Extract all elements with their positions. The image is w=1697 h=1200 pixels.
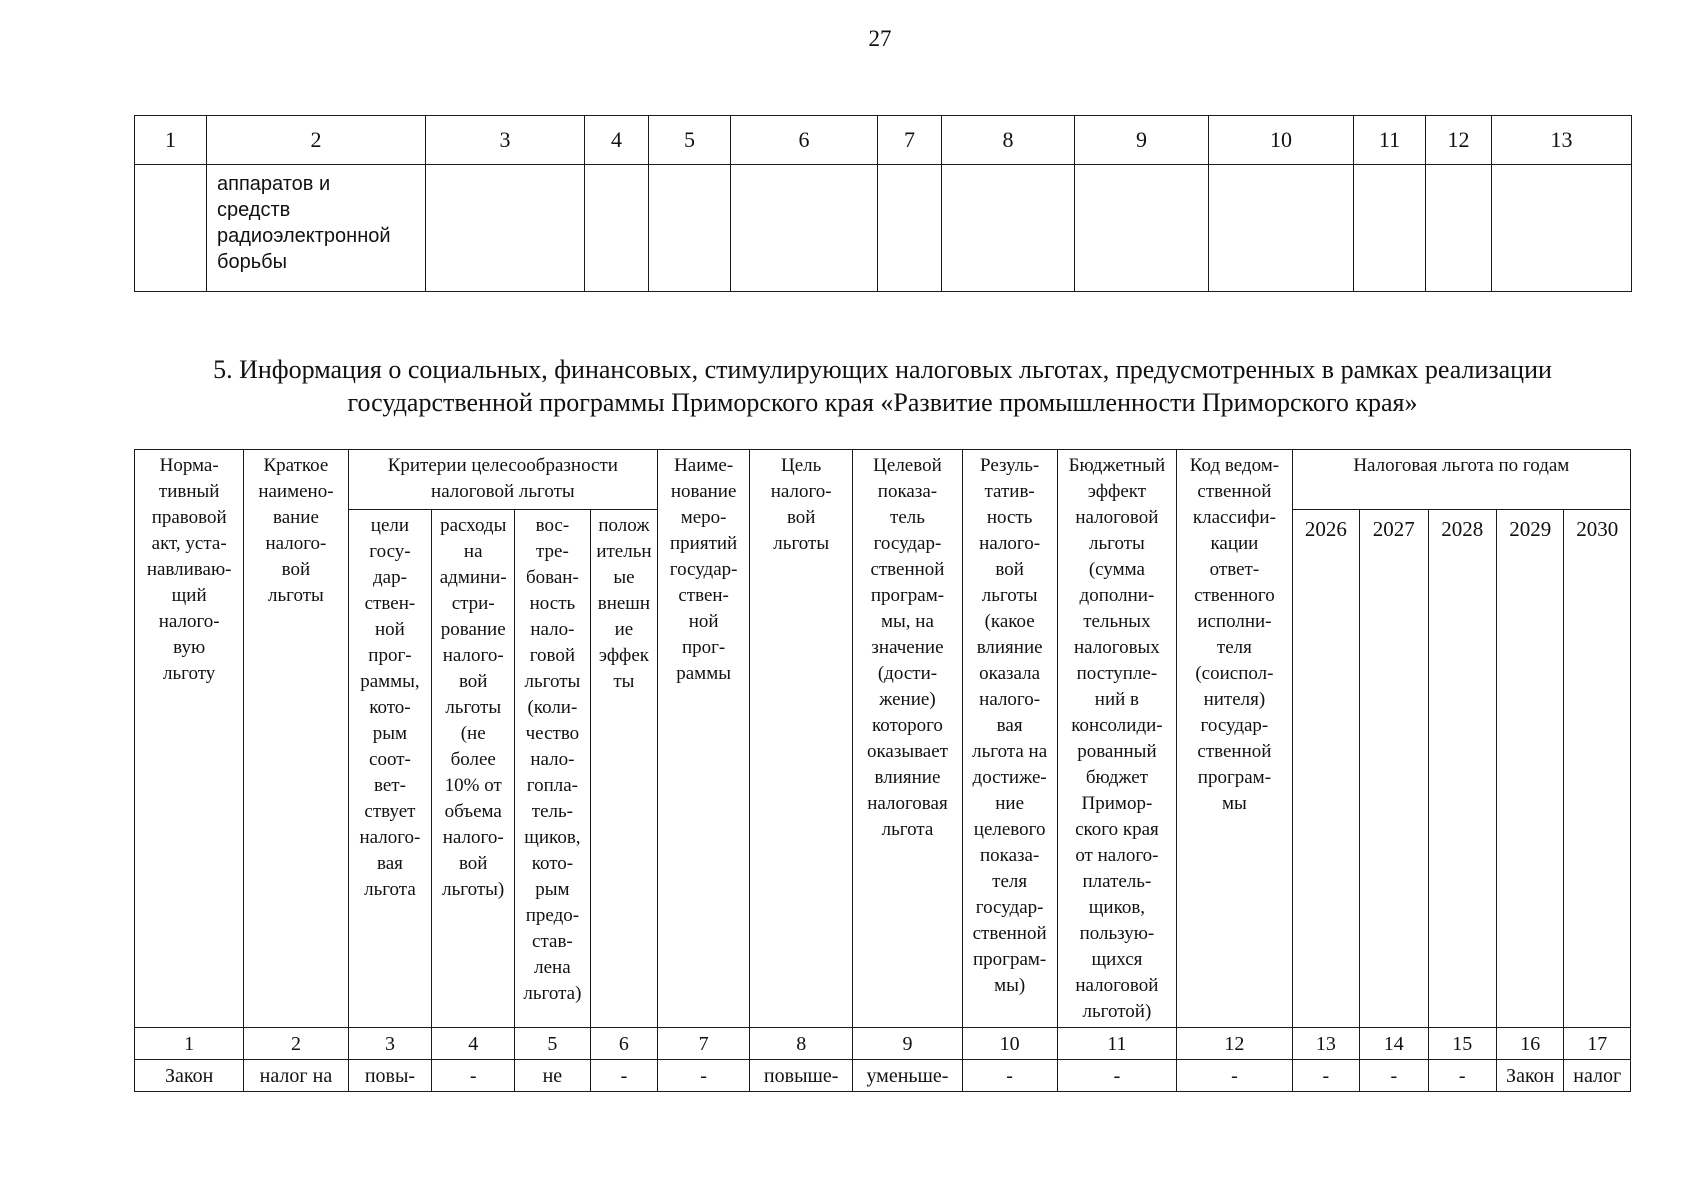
header-legal-act: Норма- тивный правовой акт, уста- навливаю- щий налого- вую льготу — [135, 450, 244, 1028]
continuation-table — [134, 115, 1632, 292]
table-cell — [426, 165, 585, 292]
column-number: 7 — [658, 1028, 750, 1060]
column-number: 2 — [207, 116, 426, 165]
header-budget-effect: Бюджетный эффект налоговой льготы (сумма дополни- тельных налоговых поступле- ний в консолиди- рованный бюджет Примор- ского края от налого- платель- щиков, пользую- щихся налоговой льготой) — [1057, 450, 1177, 1028]
table-cell: налог на — [244, 1060, 348, 1092]
table-cell: Закон — [135, 1060, 244, 1092]
header-program-goals: цели госу- дар- ствен- ной прог- раммы, кото- рым соот- вет- ствует налого- вая льгота — [348, 510, 432, 1028]
column-number-row — [135, 1028, 1631, 1060]
header-year: 2029 — [1496, 510, 1563, 1028]
table-cell: - — [1360, 1060, 1428, 1092]
column-number: 17 — [1564, 1028, 1631, 1060]
header-external-effects: полож ительн ые внешн ие эффек ты — [590, 510, 657, 1028]
table-cell: - — [590, 1060, 657, 1092]
table-cell — [1075, 165, 1209, 292]
table-cell: не — [515, 1060, 591, 1092]
section-title — [134, 353, 1631, 419]
header-short-name: Краткое наимено- вание налого- вой льготы — [244, 450, 348, 1028]
table-cell: повыше- — [750, 1060, 853, 1092]
table-cell: повы- — [348, 1060, 432, 1092]
column-number: 1 — [135, 116, 207, 165]
column-number: 4 — [432, 1028, 515, 1060]
column-number: 9 — [1075, 116, 1209, 165]
header-criteria-group: Критерии целесообразности налоговой льготы — [348, 450, 658, 510]
column-number: 14 — [1360, 1028, 1428, 1060]
table-cell: аппаратов и средств радиоэлектронной борьбы — [207, 165, 426, 292]
column-number: 12 — [1426, 116, 1492, 165]
column-number: 8 — [942, 116, 1075, 165]
column-number: 12 — [1177, 1028, 1292, 1060]
header-year: 2027 — [1360, 510, 1428, 1028]
table-cell — [878, 165, 942, 292]
column-number: 9 — [853, 1028, 962, 1060]
table-cell: - — [1428, 1060, 1496, 1092]
column-number: 15 — [1428, 1028, 1496, 1060]
column-number: 4 — [585, 116, 649, 165]
table-cell: - — [432, 1060, 515, 1092]
table-cell — [1209, 165, 1354, 292]
column-number: 6 — [590, 1028, 657, 1060]
header-year: 2028 — [1428, 510, 1496, 1028]
header-years-group: Налоговая льгота по годам — [1292, 450, 1630, 510]
header-demand: вос- тре- бован- ность нало- говой льготы (коли- чество нало- гопла- тель- щиков, кото- рым предо- став- лена льгота) — [515, 510, 591, 1028]
column-number: 6 — [731, 116, 878, 165]
column-number: 5 — [649, 116, 731, 165]
tax-benefits-table — [134, 449, 1631, 1092]
column-number: 3 — [426, 116, 585, 165]
table-cell: - — [1292, 1060, 1359, 1092]
table-cell: - — [1057, 1060, 1177, 1092]
table-cell — [1354, 165, 1426, 292]
header-department-code: Код ведом- ственной классифи- кации ответ- ственного исполни- теля (соиспол- нителя) государ- ственной програм- мы — [1177, 450, 1292, 1028]
header-row — [135, 450, 1631, 510]
column-number: 16 — [1496, 1028, 1563, 1060]
table-row — [135, 1060, 1631, 1092]
table-cell: уменьше- — [853, 1060, 962, 1092]
column-number: 11 — [1354, 116, 1426, 165]
header-year: 2030 — [1564, 510, 1631, 1028]
header-admin-costs: расходы на админи- стри- рование налого- вой льготы (не более 10% от объема налого- вой льготы) — [432, 510, 515, 1028]
header-effectiveness: Резуль- татив- ность налого- вой льготы (какое влияние оказала налого- вая льгота на достиже- ние целевого показа- теля государ- ственной програм- мы) — [962, 450, 1057, 1028]
column-number: 5 — [515, 1028, 591, 1060]
column-number: 8 — [750, 1028, 853, 1060]
column-number: 1 — [135, 1028, 244, 1060]
continuation-header-row — [135, 116, 1632, 165]
table-cell — [135, 165, 207, 292]
column-number: 13 — [1492, 116, 1632, 165]
column-number: 7 — [878, 116, 942, 165]
table-cell — [585, 165, 649, 292]
column-number: 10 — [962, 1028, 1057, 1060]
header-program-activities: Наиме- нование меро- приятий государ- ствен- ной прог- раммы — [658, 450, 750, 1028]
table-row — [135, 165, 1632, 292]
table-cell: Закон — [1496, 1060, 1563, 1092]
table-cell — [731, 165, 878, 292]
column-number: 3 — [348, 1028, 432, 1060]
page-number: 27 — [868, 26, 892, 51]
table-cell: - — [658, 1060, 750, 1092]
section-title-line: 5. Информация о социальных, финансовых, стимулирующих налоговых льготах, предусмотренных в рамках реализации — [213, 355, 1552, 384]
header-year: 2026 — [1292, 510, 1359, 1028]
table-cell — [649, 165, 731, 292]
header-benefit-goal: Цель налого- вой льготы — [750, 450, 853, 1028]
column-number: 2 — [244, 1028, 348, 1060]
section-title-line: государственной программы Приморского края «Развитие промышленности Приморского края» — [347, 388, 1418, 417]
column-number: 11 — [1057, 1028, 1177, 1060]
table-cell: налог — [1564, 1060, 1631, 1092]
table-cell: - — [962, 1060, 1057, 1092]
table-cell — [1492, 165, 1632, 292]
header-target-indicator: Целевой показа- тель государ- ственной програм- мы, на значение (дости- жение) которого оказывает влияние налоговая льгота — [853, 450, 962, 1028]
column-number: 10 — [1209, 116, 1354, 165]
table-cell — [942, 165, 1075, 292]
table-cell: - — [1177, 1060, 1292, 1092]
column-number: 13 — [1292, 1028, 1359, 1060]
table-cell — [1426, 165, 1492, 292]
